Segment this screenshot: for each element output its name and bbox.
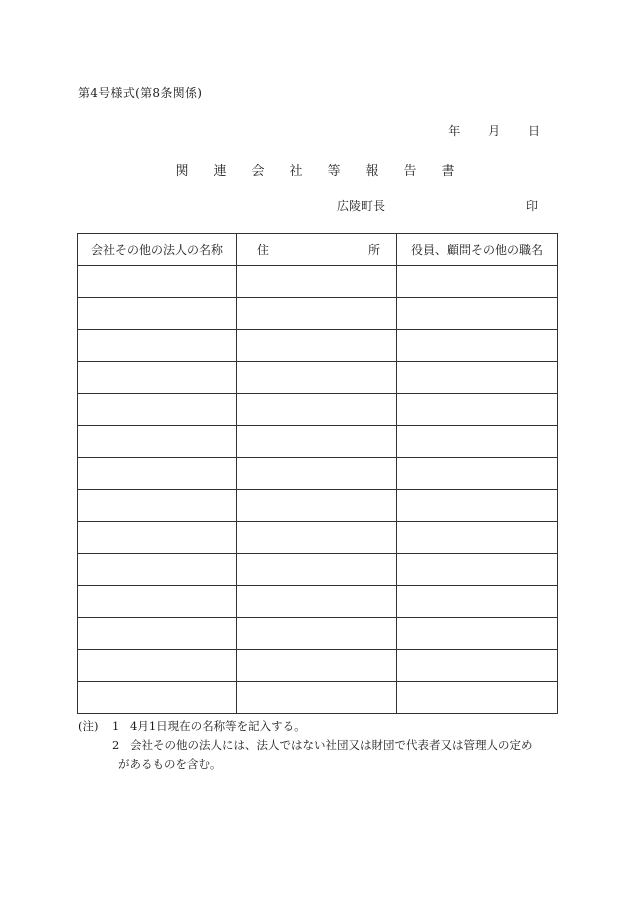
cell-role[interactable]	[397, 682, 558, 714]
report-table	[77, 233, 558, 714]
title-char: 社	[289, 164, 303, 179]
cell-address[interactable]	[237, 426, 397, 458]
cell-company-name[interactable]	[78, 362, 237, 394]
table-row	[78, 586, 558, 618]
table-row	[78, 394, 558, 426]
cell-role[interactable]	[397, 394, 558, 426]
note-number: 2	[112, 738, 120, 752]
table-row	[78, 682, 558, 714]
table-row	[78, 650, 558, 682]
header-address	[237, 234, 397, 266]
table-row	[78, 458, 558, 490]
recipient-mayor: 広陵町長	[337, 199, 386, 213]
title-char: 等	[327, 164, 341, 179]
cell-company-name[interactable]	[78, 650, 237, 682]
title-char: 報	[365, 164, 379, 179]
cell-company-name[interactable]	[78, 618, 237, 650]
note-text: 4月1日現在の名称等を記入する。	[130, 719, 306, 733]
seal-mark: 印	[526, 199, 539, 213]
cell-address[interactable]	[237, 266, 397, 298]
date-day-label: 日	[527, 124, 540, 138]
table-row	[78, 266, 558, 298]
table-row	[78, 618, 558, 650]
cell-address[interactable]	[237, 682, 397, 714]
cell-company-name[interactable]	[78, 458, 237, 490]
cell-company-name[interactable]	[78, 330, 237, 362]
table-header-row	[78, 234, 558, 266]
note-text: 会社その他の法人には、法人ではない社団又は財団で代表者又は管理人の定め	[130, 738, 533, 752]
header-address-right: 所	[367, 243, 380, 257]
date-year-label: 年	[448, 124, 461, 138]
cell-company-name[interactable]	[78, 554, 237, 586]
cell-role[interactable]	[397, 554, 558, 586]
table-row	[78, 362, 558, 394]
cell-company-name[interactable]	[78, 298, 237, 330]
header-company-name: 会社その他の法人の名称	[78, 234, 237, 266]
table-row	[78, 554, 558, 586]
header-role: 役員、顧問その他の職名	[397, 234, 558, 266]
cell-address[interactable]	[237, 522, 397, 554]
title-char: 書	[441, 164, 455, 179]
cell-role[interactable]	[397, 426, 558, 458]
cell-role[interactable]	[397, 458, 558, 490]
title-char: 告	[403, 164, 417, 179]
table-row	[78, 522, 558, 554]
cell-company-name[interactable]	[78, 586, 237, 618]
note-item-2	[78, 736, 558, 755]
cell-role[interactable]	[397, 522, 558, 554]
header-address-left: 住	[257, 243, 270, 257]
cell-address[interactable]	[237, 650, 397, 682]
note-item-1	[78, 717, 558, 736]
cell-role[interactable]	[397, 298, 558, 330]
cell-address[interactable]	[237, 490, 397, 522]
cell-address[interactable]	[237, 298, 397, 330]
title-char: 関	[175, 164, 189, 179]
cell-company-name[interactable]	[78, 394, 237, 426]
table-row	[78, 426, 558, 458]
table-body	[78, 266, 558, 714]
notes-prefix: (注)	[78, 719, 99, 733]
cell-role[interactable]	[397, 490, 558, 522]
cell-address[interactable]	[237, 458, 397, 490]
date-month-label: 月	[488, 124, 501, 138]
cell-address[interactable]	[237, 554, 397, 586]
cell-role[interactable]	[397, 266, 558, 298]
cell-company-name[interactable]	[78, 490, 237, 522]
title-char: 会	[251, 164, 265, 179]
table-row	[78, 298, 558, 330]
notes	[78, 717, 558, 774]
table-row	[78, 490, 558, 522]
cell-role[interactable]	[397, 586, 558, 618]
note-continuation: があるものを含む。	[118, 757, 222, 771]
cell-company-name[interactable]	[78, 426, 237, 458]
cell-address[interactable]	[237, 330, 397, 362]
cell-address[interactable]	[237, 394, 397, 426]
date-line	[448, 122, 540, 139]
note-number: 1	[112, 719, 120, 733]
table-row	[78, 330, 558, 362]
cell-company-name[interactable]	[78, 266, 237, 298]
cell-role[interactable]	[397, 618, 558, 650]
form-number: 第4号様式(第8条関係)	[78, 86, 203, 100]
cell-address[interactable]	[237, 618, 397, 650]
cell-address[interactable]	[237, 586, 397, 618]
cell-role[interactable]	[397, 330, 558, 362]
title-char: 連	[213, 164, 227, 179]
cell-company-name[interactable]	[78, 682, 237, 714]
cell-role[interactable]	[397, 362, 558, 394]
cell-address[interactable]	[237, 362, 397, 394]
document-title	[0, 160, 630, 179]
cell-role[interactable]	[397, 650, 558, 682]
cell-company-name[interactable]	[78, 522, 237, 554]
